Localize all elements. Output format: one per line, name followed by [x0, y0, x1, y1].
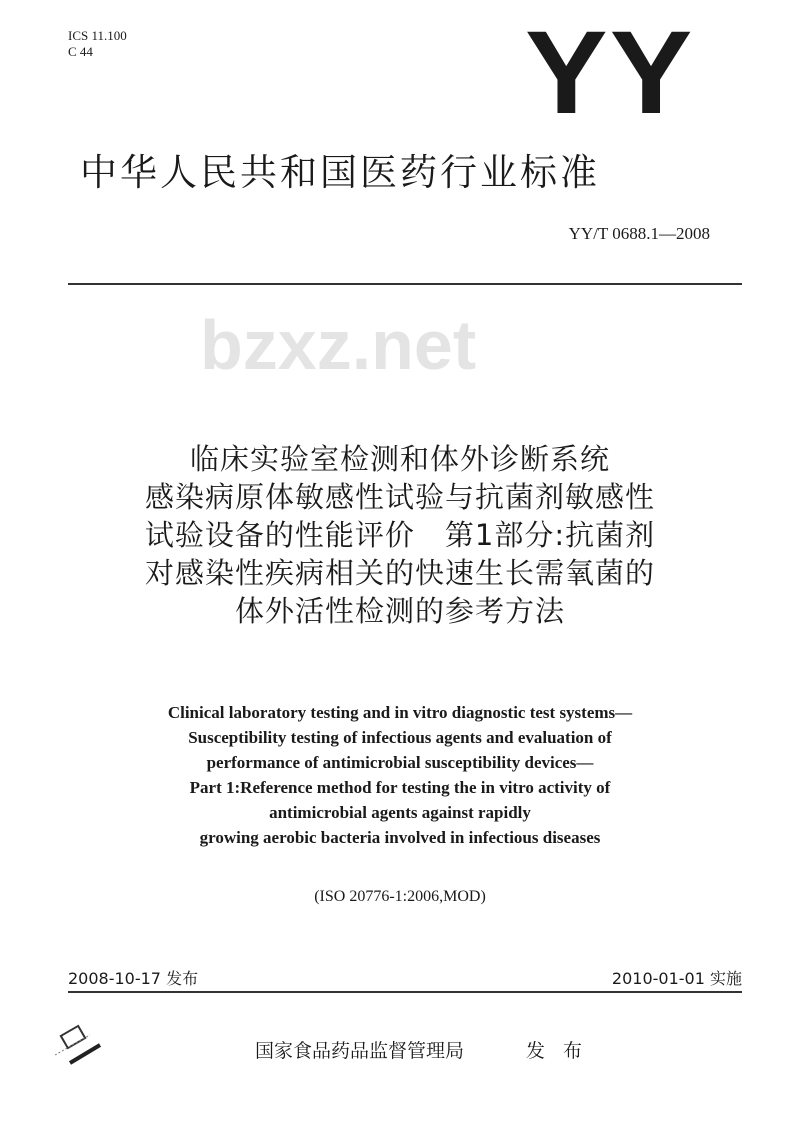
implementation-date: 2010-01-01 实施 [611, 969, 742, 988]
title-english [0, 700, 800, 850]
title-line: 感染病原体敏感性试验与抗菌剂敏感性 [144, 480, 655, 514]
title-line: Part 1:Reference method for testing the in vitro activity of [189, 778, 611, 797]
title-line: Susceptibility testing of infectious agents and evaluation of [188, 728, 612, 747]
title-line: 临床实验室检测和体外诊断系统 [189, 442, 610, 476]
anti-counterfeit-seal-icon [45, 1015, 105, 1065]
title-line: growing aerobic bacteria involved in infectious diseases [199, 828, 601, 847]
title-line: 试验设备的性能评价 第1部分:抗菌剂 [144, 518, 656, 552]
divider [68, 283, 742, 285]
publish-label: 发 布 [526, 1040, 589, 1062]
issue-date: 2008-10-17 发布 [68, 969, 199, 988]
divider [68, 991, 742, 993]
title-line: 体外活性检测的参考方法 [234, 594, 565, 628]
yy-logo: YY [524, 7, 695, 139]
title-chinese [0, 440, 800, 630]
iso-reference: (ISO 20776-1:2006,MOD) [314, 888, 486, 905]
ccs-code: C 44 [68, 44, 93, 59]
title-line: 对感染性疾病相关的快速生长需氧菌的 [144, 556, 655, 590]
classification [68, 28, 127, 60]
publisher: 国家食品药品监督管理局 [255, 1040, 465, 1062]
ics-code: ICS 11.100 [68, 28, 127, 43]
standard-code: YY/T 0688.1—2008 [568, 224, 710, 243]
title-line: performance of antimicrobial susceptibility devices— [206, 753, 594, 772]
standard-category: 中华人民共和国医药行业标准 [80, 151, 600, 194]
watermark: bzxz.net [200, 306, 477, 384]
title-line: antimicrobial agents against rapidly [269, 803, 531, 822]
title-line: Clinical laboratory testing and in vitro diagnostic test systems— [167, 703, 633, 722]
